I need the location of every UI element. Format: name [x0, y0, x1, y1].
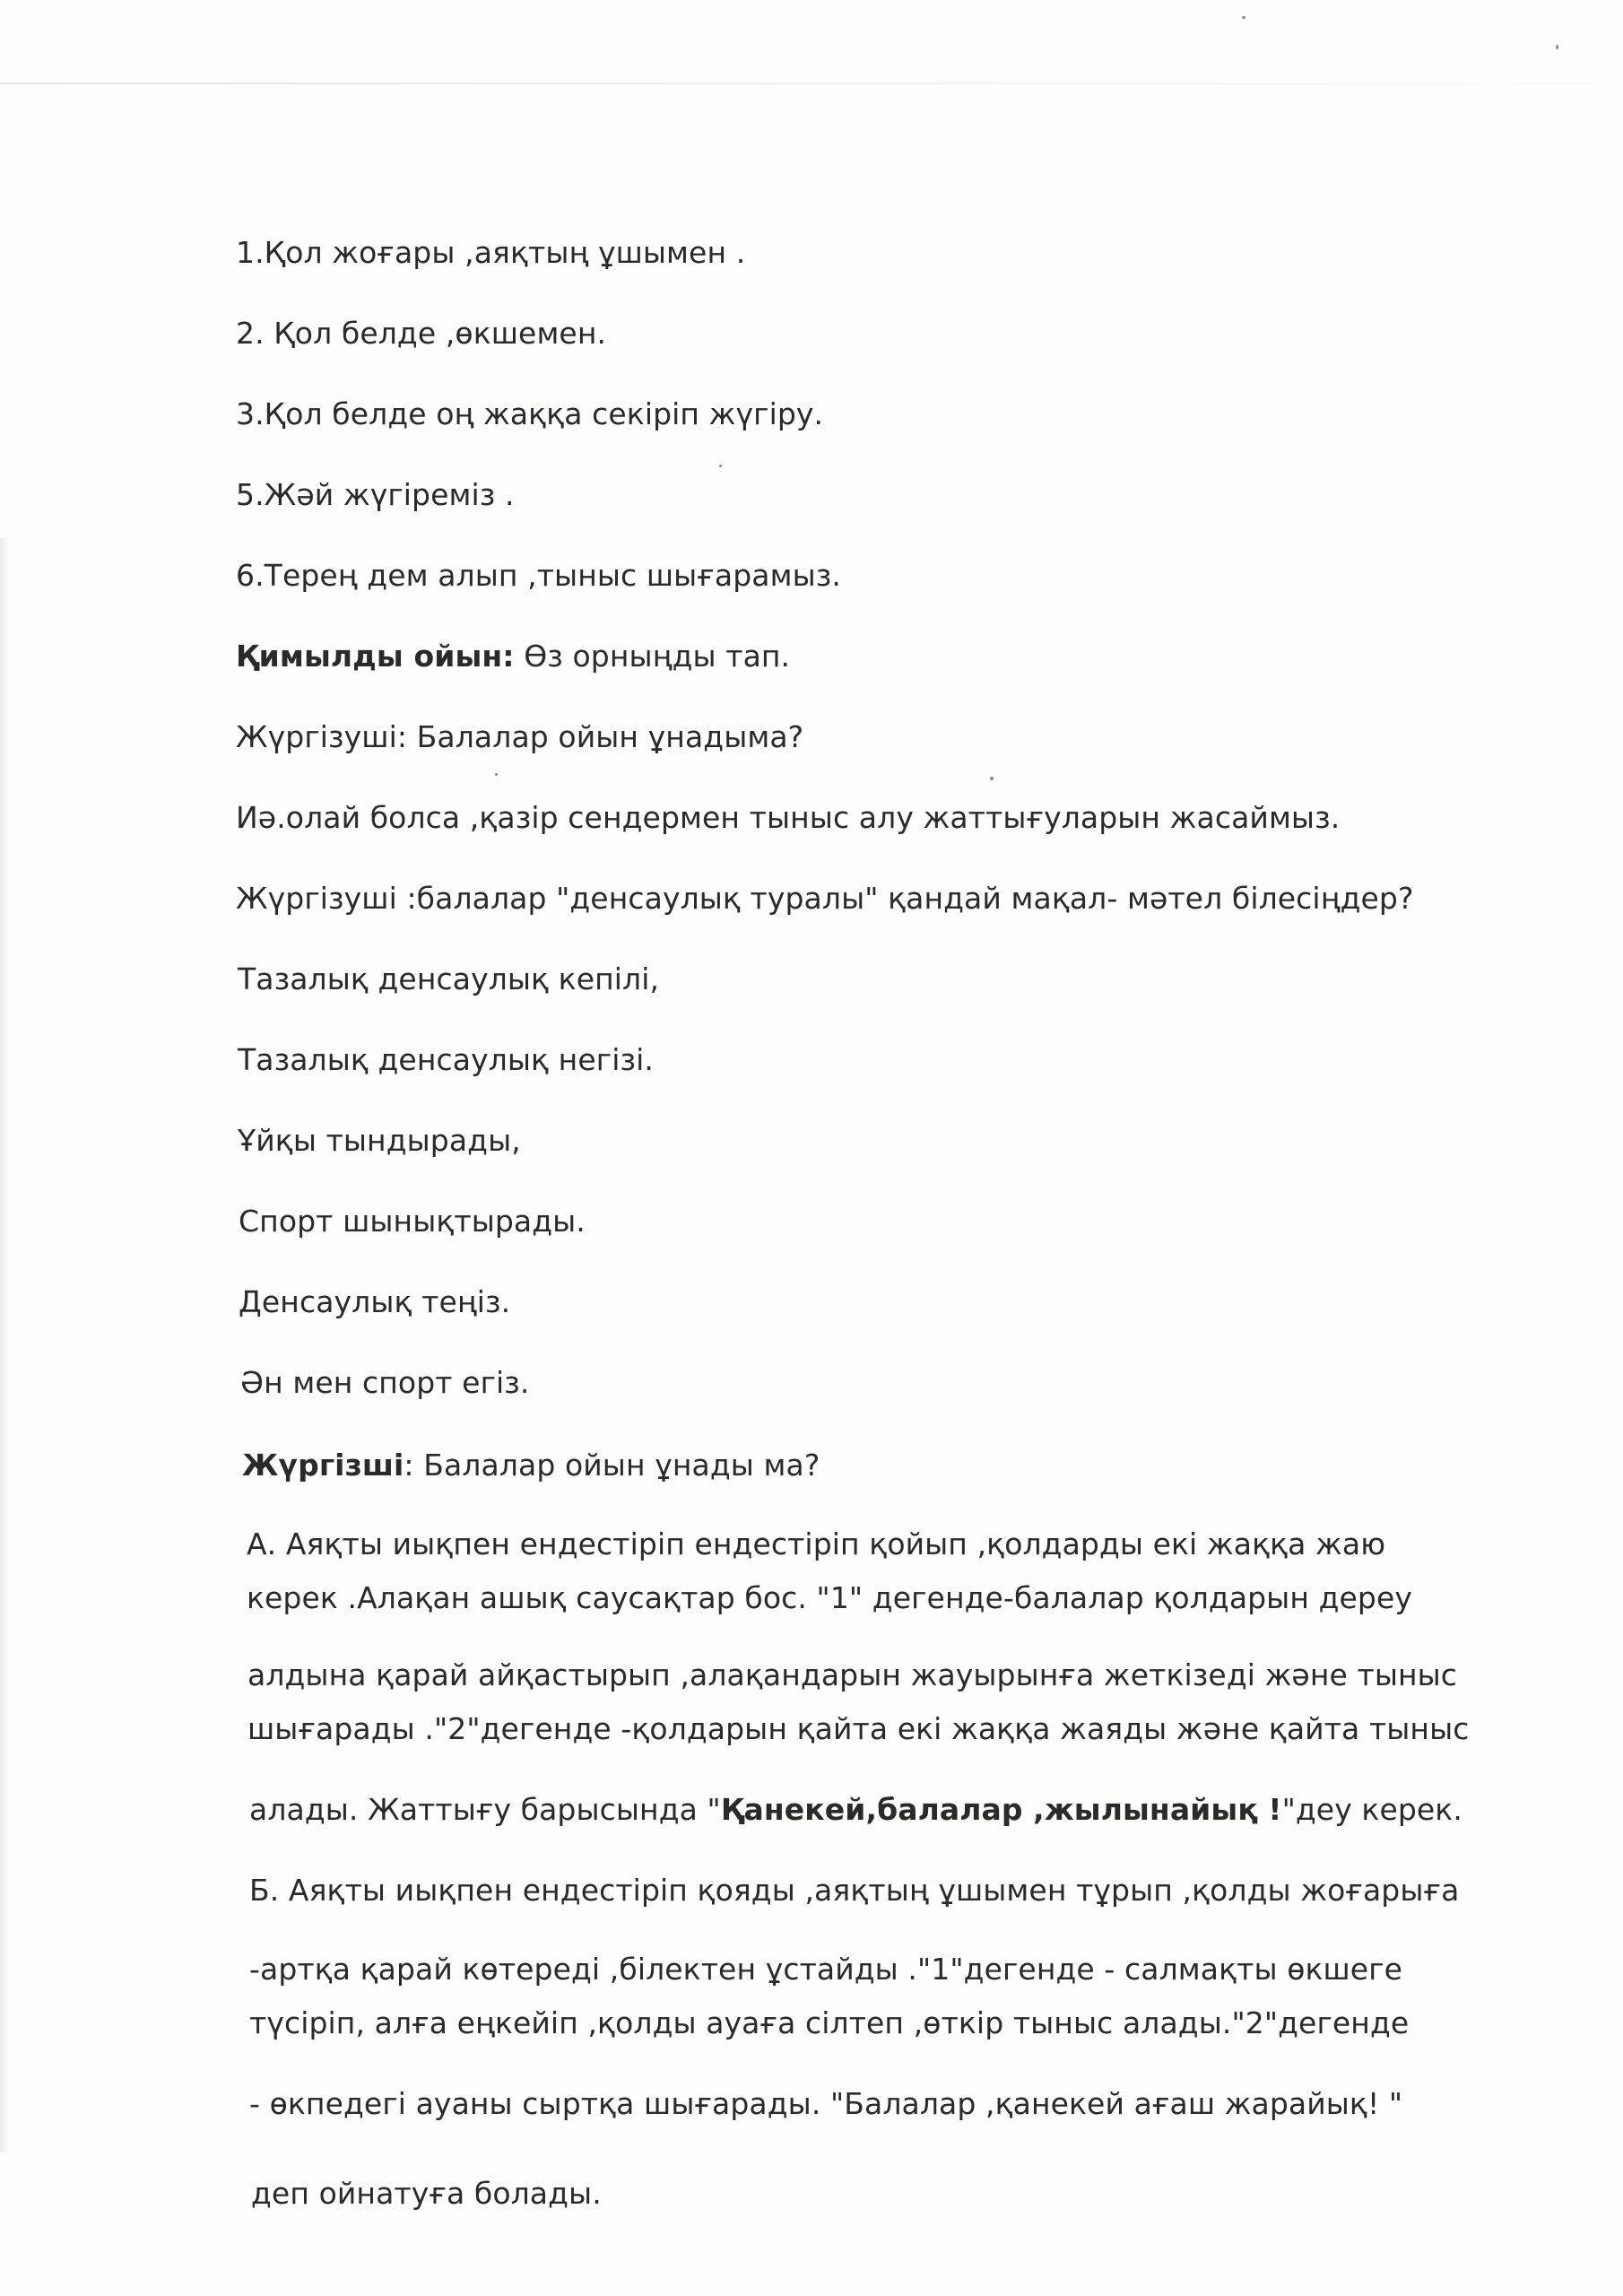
text-line: Денсаулық теңіз. [239, 1284, 511, 1319]
text-line: Жүргізуші :балалар "денсаулық туралы" қандай мақал- мәтел білесіңдер? [236, 881, 1414, 916]
text-line: 3.Қол белде оң жаққа секіріп жүгіру. [236, 396, 824, 431]
text-line: деп ойнатуға болады. [251, 2176, 602, 2211]
text-line: алады. Жаттығу барысында "Қанекей,балалар ,жылынайық !"деу керек. [249, 1792, 1462, 1827]
text-line: Иә.олай болса ,қазір сендермен тыныс алу жаттығуларын жасаймыз. [236, 800, 1341, 835]
text-line: 2. Қол белде ,өкшемен. [236, 316, 607, 351]
text-line: Жүргізші: Балалар ойын ұнады ма? [242, 1448, 820, 1483]
text-line: керек .Алақан ашық саусақтар бос. "1" дегенде-балалар қолдарын дереу [247, 1580, 1413, 1615]
text-line: -артқа қарай көтереді ,білектен ұстайды ."1"дегенде - салмақты өкшеге [249, 1952, 1403, 1987]
text-line: алдына қарай айқастырып ,алақандарын жауырынға жеткізеді және тыныс [247, 1657, 1458, 1692]
text-line: 6.Терең дем алып ,тыныс шығарамыз. [236, 558, 841, 593]
text-line: Б. Аяқты иықпен ендестіріп қояды ,аяқтың ұшымен тұрып ,қолды жоғарыға [249, 1873, 1460, 1908]
text-line: Жүргізуші: Балалар ойын ұнадыма? [236, 719, 804, 754]
text-line: А. Аяқты иықпен ендестіріп ендестіріп қойып ,қолдарды екі жаққа жаю [247, 1526, 1386, 1561]
text-line: 5.Жәй жүгіреміз . [236, 477, 515, 512]
text-line: түсіріп, алға еңкейіп ,қолды ауаға сілтеп ,өткір тыныс алады."2"дегенде [249, 2005, 1410, 2040]
text-line: 1.Қол жоғары ,аяқтың ұшымен . [236, 235, 746, 270]
text-line: Тазалық денсаулық кепілі, [238, 961, 660, 996]
text-line: Ән мен спорт егіз. [240, 1365, 530, 1400]
text-line: шығарады ."2"дегенде -қолдарын қайта екі жаққа жаяды және қайта тыныс [247, 1711, 1470, 1746]
text-line: Тазалық денсаулық негізі. [238, 1042, 654, 1077]
text-line: Спорт шынықтырады. [239, 1204, 586, 1239]
text-line: - өкпедегі ауаны сыртқа шығарады. "Балалар ,қанекей ағаш жарайық! " [249, 2086, 1403, 2121]
text-line: Қимылды ойын: Өз орныңды тап. [236, 639, 791, 674]
text-line: Ұйқы тындырады, [238, 1123, 521, 1158]
